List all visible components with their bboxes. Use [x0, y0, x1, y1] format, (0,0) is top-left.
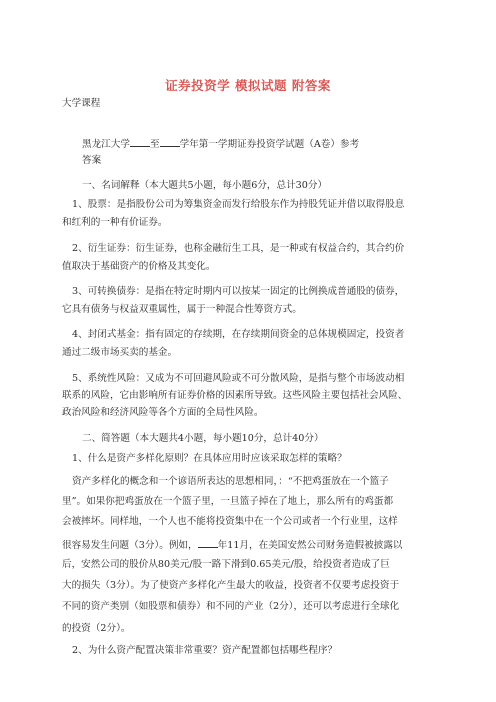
text-fragment: 年11月，在美国安然公司财务造假被披露以	[217, 540, 403, 551]
section-heading: 二、简答题（本大题共4小题，每小题10分，总计40分）	[82, 433, 324, 444]
heading-part-1: 黑龙江大学	[82, 139, 130, 150]
text-line: 5、系统性风险：又成为不可回避风险或不可分散风险，是指与整个市场波动相	[72, 373, 405, 384]
question-line: 2、为什么资产配置决策非常重要？资产配置都包括哪些程序？	[72, 645, 338, 656]
text-line: 大的损失（3分）。为了使资产多样化产生最大的收益，投资者不仅要考虑投资于	[62, 580, 400, 591]
text-line: 3、可转换债券：是指在特定时期内可以按某一固定的比例换成普通股的债券，	[72, 286, 405, 297]
document-title: 证券投资学 模拟试题 附答案	[165, 78, 331, 93]
text-line: 值取决于基础资产的价格及其变化。	[62, 261, 216, 272]
text-line: 的投资（2分）。	[62, 623, 131, 634]
text-line: 里”。如果你把鸡蛋放在一个篮子里，一旦篮子掉在了地上，那么所有的鸡蛋都	[62, 496, 394, 507]
text-line: 联系的风险，它由影响所有证券价格的因素所导致。这些风险主要包括社会风险、	[62, 390, 408, 401]
course-label: 大学课程	[62, 98, 101, 109]
heading-part-3: 学年第一学期证券投资学试题（A卷）参考	[179, 139, 360, 150]
section-heading: 一、名词解释（本大题共5小题，每小题6分，总计30分）	[82, 180, 328, 191]
blank-underline	[130, 137, 150, 147]
text-fragment: 很容易发生问题（3分）。例如，	[62, 540, 198, 551]
text-line: 后，安然公司的股价从80美元/股一路下滑到0.65美元/股，给投资者造成了巨	[62, 559, 390, 570]
text-line: 和红利的一种有价证券。	[62, 217, 168, 228]
answer-label: 答案	[82, 155, 102, 166]
text-line	[62, 538, 403, 552]
blank-underline	[198, 538, 218, 548]
text-line: 资产多样化的概念和一个谚语所表达的思想相同，：“不把鸡蛋放在一个篮子	[72, 476, 389, 487]
text-line: 它具有债务与权益双重属性，属于一种混合性筹资方式。	[62, 304, 302, 315]
text-line: 4、封闭式基金：指有固定的存续期，在存续期间资金的总体规模固定，投资者	[72, 329, 405, 340]
text-line: 不同的资产类别（如股票和债券）和不同的产业（2分），还可以考虑进行全球化	[62, 601, 400, 612]
question-line: 1、什么是资产多样化原则？在具体应用时应该采取怎样的策略？	[72, 453, 347, 464]
text-line: 2、衍生证券：衍生证券，也称金融衍生工具，是一种或有权益合约，其合约价	[72, 243, 405, 254]
exam-heading	[82, 137, 359, 151]
text-line: 通过二级市场买卖的基金。	[62, 347, 178, 358]
text-line: 1、股票：是指股份公司为筹集资金而发行给股东作为持股凭证并借以取得股息	[72, 199, 405, 210]
text-line: 政治风险和经济风险等各个方面的全局性风险。	[62, 407, 264, 418]
heading-part-2: 至	[149, 139, 160, 150]
text-line: 会被摔坏。同样地，一个人也不能将投资集中在一个公司或者一个行业里，这样	[62, 516, 398, 527]
blank-underline	[160, 137, 180, 147]
